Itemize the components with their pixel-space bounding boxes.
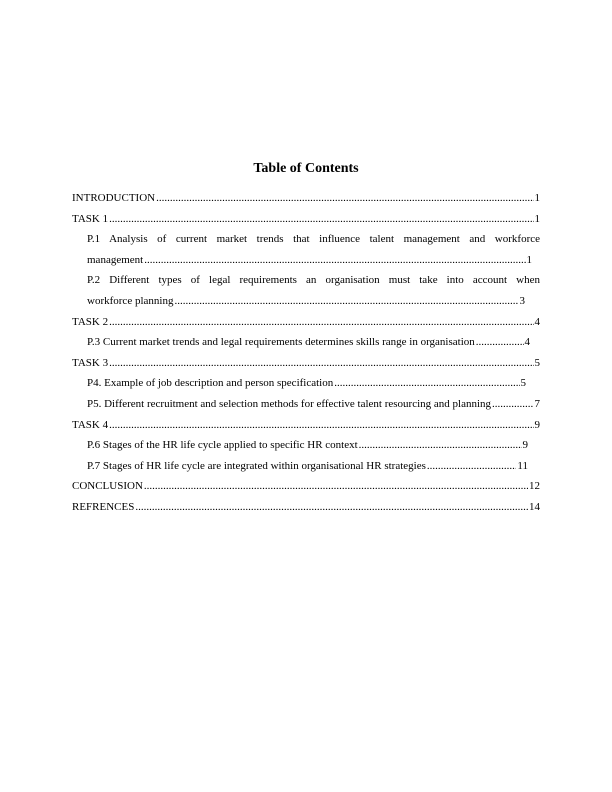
toc-entry-task-1[interactable] <box>72 209 540 230</box>
toc-page-number: 11 <box>517 459 528 472</box>
toc-entry-text: TASK 3 <box>72 356 109 369</box>
dot-leader <box>492 394 533 415</box>
dot-leader <box>156 188 533 209</box>
toc-page-number: 1 <box>534 192 540 204</box>
dot-leader <box>427 456 517 477</box>
toc-entry-text: INTRODUCTION <box>72 192 156 204</box>
dot-leader <box>144 250 525 271</box>
toc-entry-text: P.6 Stages of the HR life cycle applied to specific HR context <box>87 439 358 452</box>
toc-page-number: 4 <box>534 315 540 328</box>
toc-entry-text: TASK 4 <box>72 418 109 431</box>
toc-page-number: 12 <box>529 480 540 493</box>
toc-entry-text-continued: management <box>87 253 144 266</box>
toc-entry-text: TASK 2 <box>72 315 109 328</box>
toc-page-number: 3 <box>519 294 525 307</box>
toc-page-number: 14 <box>529 500 540 513</box>
toc-entry-text: P.3 Current market trends and legal requirements determines skills range in organisation <box>87 336 475 349</box>
toc-entry-text: P.7 Stages of HR life cycle are integrated within organisational HR strategies <box>87 459 426 472</box>
toc-entry-text-continued: workforce planning <box>87 294 174 307</box>
toc-entry-continuation <box>87 250 540 271</box>
toc-page-number: 7 <box>534 397 540 410</box>
toc-entry-task-4[interactable] <box>72 415 540 436</box>
dot-leader <box>109 353 533 374</box>
toc-entry-text: P4. Example of job description and person specification <box>87 377 334 390</box>
toc-entry-introduction[interactable] <box>72 188 540 209</box>
dot-leader <box>109 312 533 333</box>
toc-page-number: 9 <box>522 439 528 452</box>
dot-leader <box>174 291 518 312</box>
toc-title: Table of Contents <box>253 161 359 176</box>
toc-page-number: 5 <box>534 356 540 369</box>
toc-entry-references[interactable] <box>72 497 540 518</box>
toc-entry-p4[interactable] <box>72 373 540 394</box>
dot-leader <box>359 435 522 456</box>
toc-entry-text: P.1 Analysis of current market trends that influence talent management and workforce <box>87 233 540 246</box>
dot-leader <box>135 497 528 518</box>
toc-page-number: 1 <box>534 212 540 225</box>
toc-page-number: 5 <box>520 377 526 390</box>
toc-entry-p1[interactable] <box>72 229 540 270</box>
toc-entry-text: CONCLUSION <box>72 480 143 493</box>
toc-page-number: 4 <box>524 336 530 349</box>
toc-page-number: 9 <box>534 418 540 431</box>
dot-leader <box>109 209 533 230</box>
toc-entry-text: P.2 Different types of legal requirements an organisation must take into account when <box>87 274 540 287</box>
toc-entry-p5[interactable] <box>72 394 540 415</box>
toc-entry-p6[interactable] <box>72 435 540 456</box>
toc-entry-p7[interactable] <box>72 456 540 477</box>
dot-leader <box>334 373 519 394</box>
dot-leader <box>109 415 533 436</box>
toc-entry-task-3[interactable] <box>72 353 540 374</box>
toc-entry-continuation <box>87 291 540 312</box>
toc-entry-text: TASK 1 <box>72 212 109 225</box>
dot-leader <box>144 476 528 497</box>
toc-entry-p2[interactable] <box>72 270 540 311</box>
toc-entry-text: P5. Different recruitment and selection methods for effective talent resourcing and planning <box>87 397 492 410</box>
toc-entry-text: REFRENCES <box>72 500 135 513</box>
toc-entry-p3[interactable] <box>72 332 540 353</box>
toc-page-number: 1 <box>526 253 532 266</box>
dot-leader <box>476 332 524 353</box>
toc-entry-conclusion[interactable] <box>72 476 540 497</box>
toc-entry-task-2[interactable] <box>72 312 540 333</box>
table-of-contents <box>72 188 540 518</box>
